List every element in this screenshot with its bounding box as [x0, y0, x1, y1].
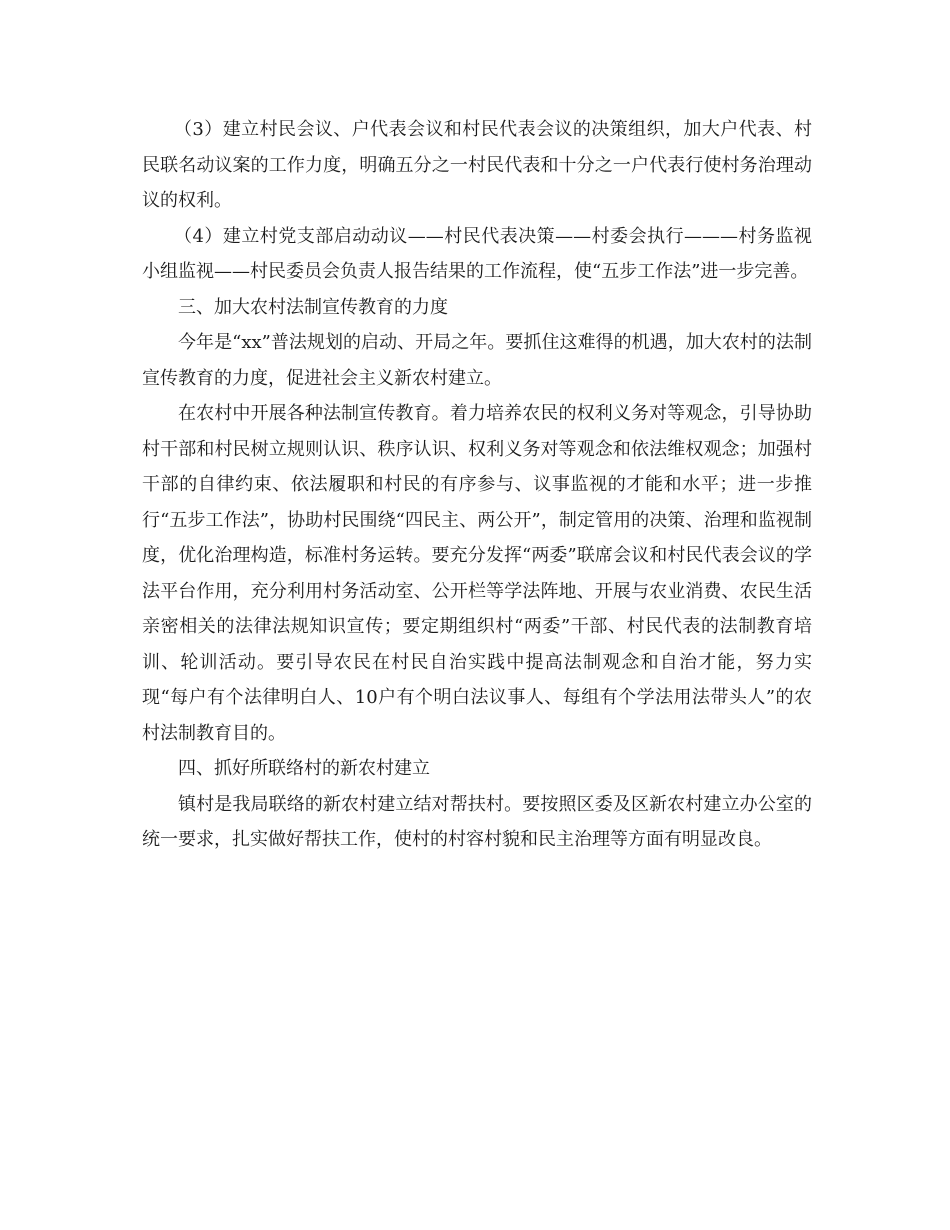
- section-heading-4: 四、抓好所联络村的新农村建立: [178, 758, 430, 779]
- section-heading-3: 三、加大农村法制宣传教育的力度: [178, 296, 448, 318]
- paragraph-body: 镇村是我局联络的新农村建立结对帮扶村。要按照区委及区新农村建立办公室的统一要求，扎实做好帮扶工作，使村的村容村貌和民主治理等方面有明显改良。: [142, 793, 812, 850]
- paragraph-body: 今年是“xx”普法规划的启动、开局之年。要抓住这难得的机遇，加大农村的法制宣传教育的力度，促进社会主义新农村建立。: [142, 332, 812, 389]
- document-body: [142, 112, 812, 858]
- paragraph-item-4: （4）建立村党支部启动动议——村民代表决策——村委会执行———村务监视小组监视——村民委员会负责人报告结果的工作流程，使“五步工作法”进一步完善。: [142, 225, 812, 282]
- paragraph-body: 在农村中开展各种法制宣传教育。着力培养农民的权利义务对等观念，引导协助村干部和村民树立规则认识、秩序认识、权利义务对等观念和依法维权观念；加强村干部的自律约束、依法履职和村民的有序参与、议事监视的才能和水平；进一步推行“五步工作法”，协助村民围绕“四民主、两公开”，制定管用的决策、治理和监视制度，优化治理构造，标准村务运转。要充分发挥“两委”联席会议和村民代表会议的学法平台作用，充分利用村务活动室、公开栏等学法阵地、开展与农业消费、农民生活亲密相关的法律法规知识宣传；要定期组织村“两委”干部、村民代表的法制教育培训、轮训活动。要引导农民在村民自治实践中提高法制观念和自治才能，努力实现“每户有个法律明白人、10户有个明白法议事人、每组有个学法用法带头人”的农村法制教育目的。: [142, 403, 812, 744]
- paragraph-item-3: （3）建立村民会议、户代表会议和村民代表会议的决策组织，加大户代表、村民联名动议案的工作力度，明确五分之一村民代表和十分之一户代表行使村务治理动议的权利。: [142, 119, 812, 211]
